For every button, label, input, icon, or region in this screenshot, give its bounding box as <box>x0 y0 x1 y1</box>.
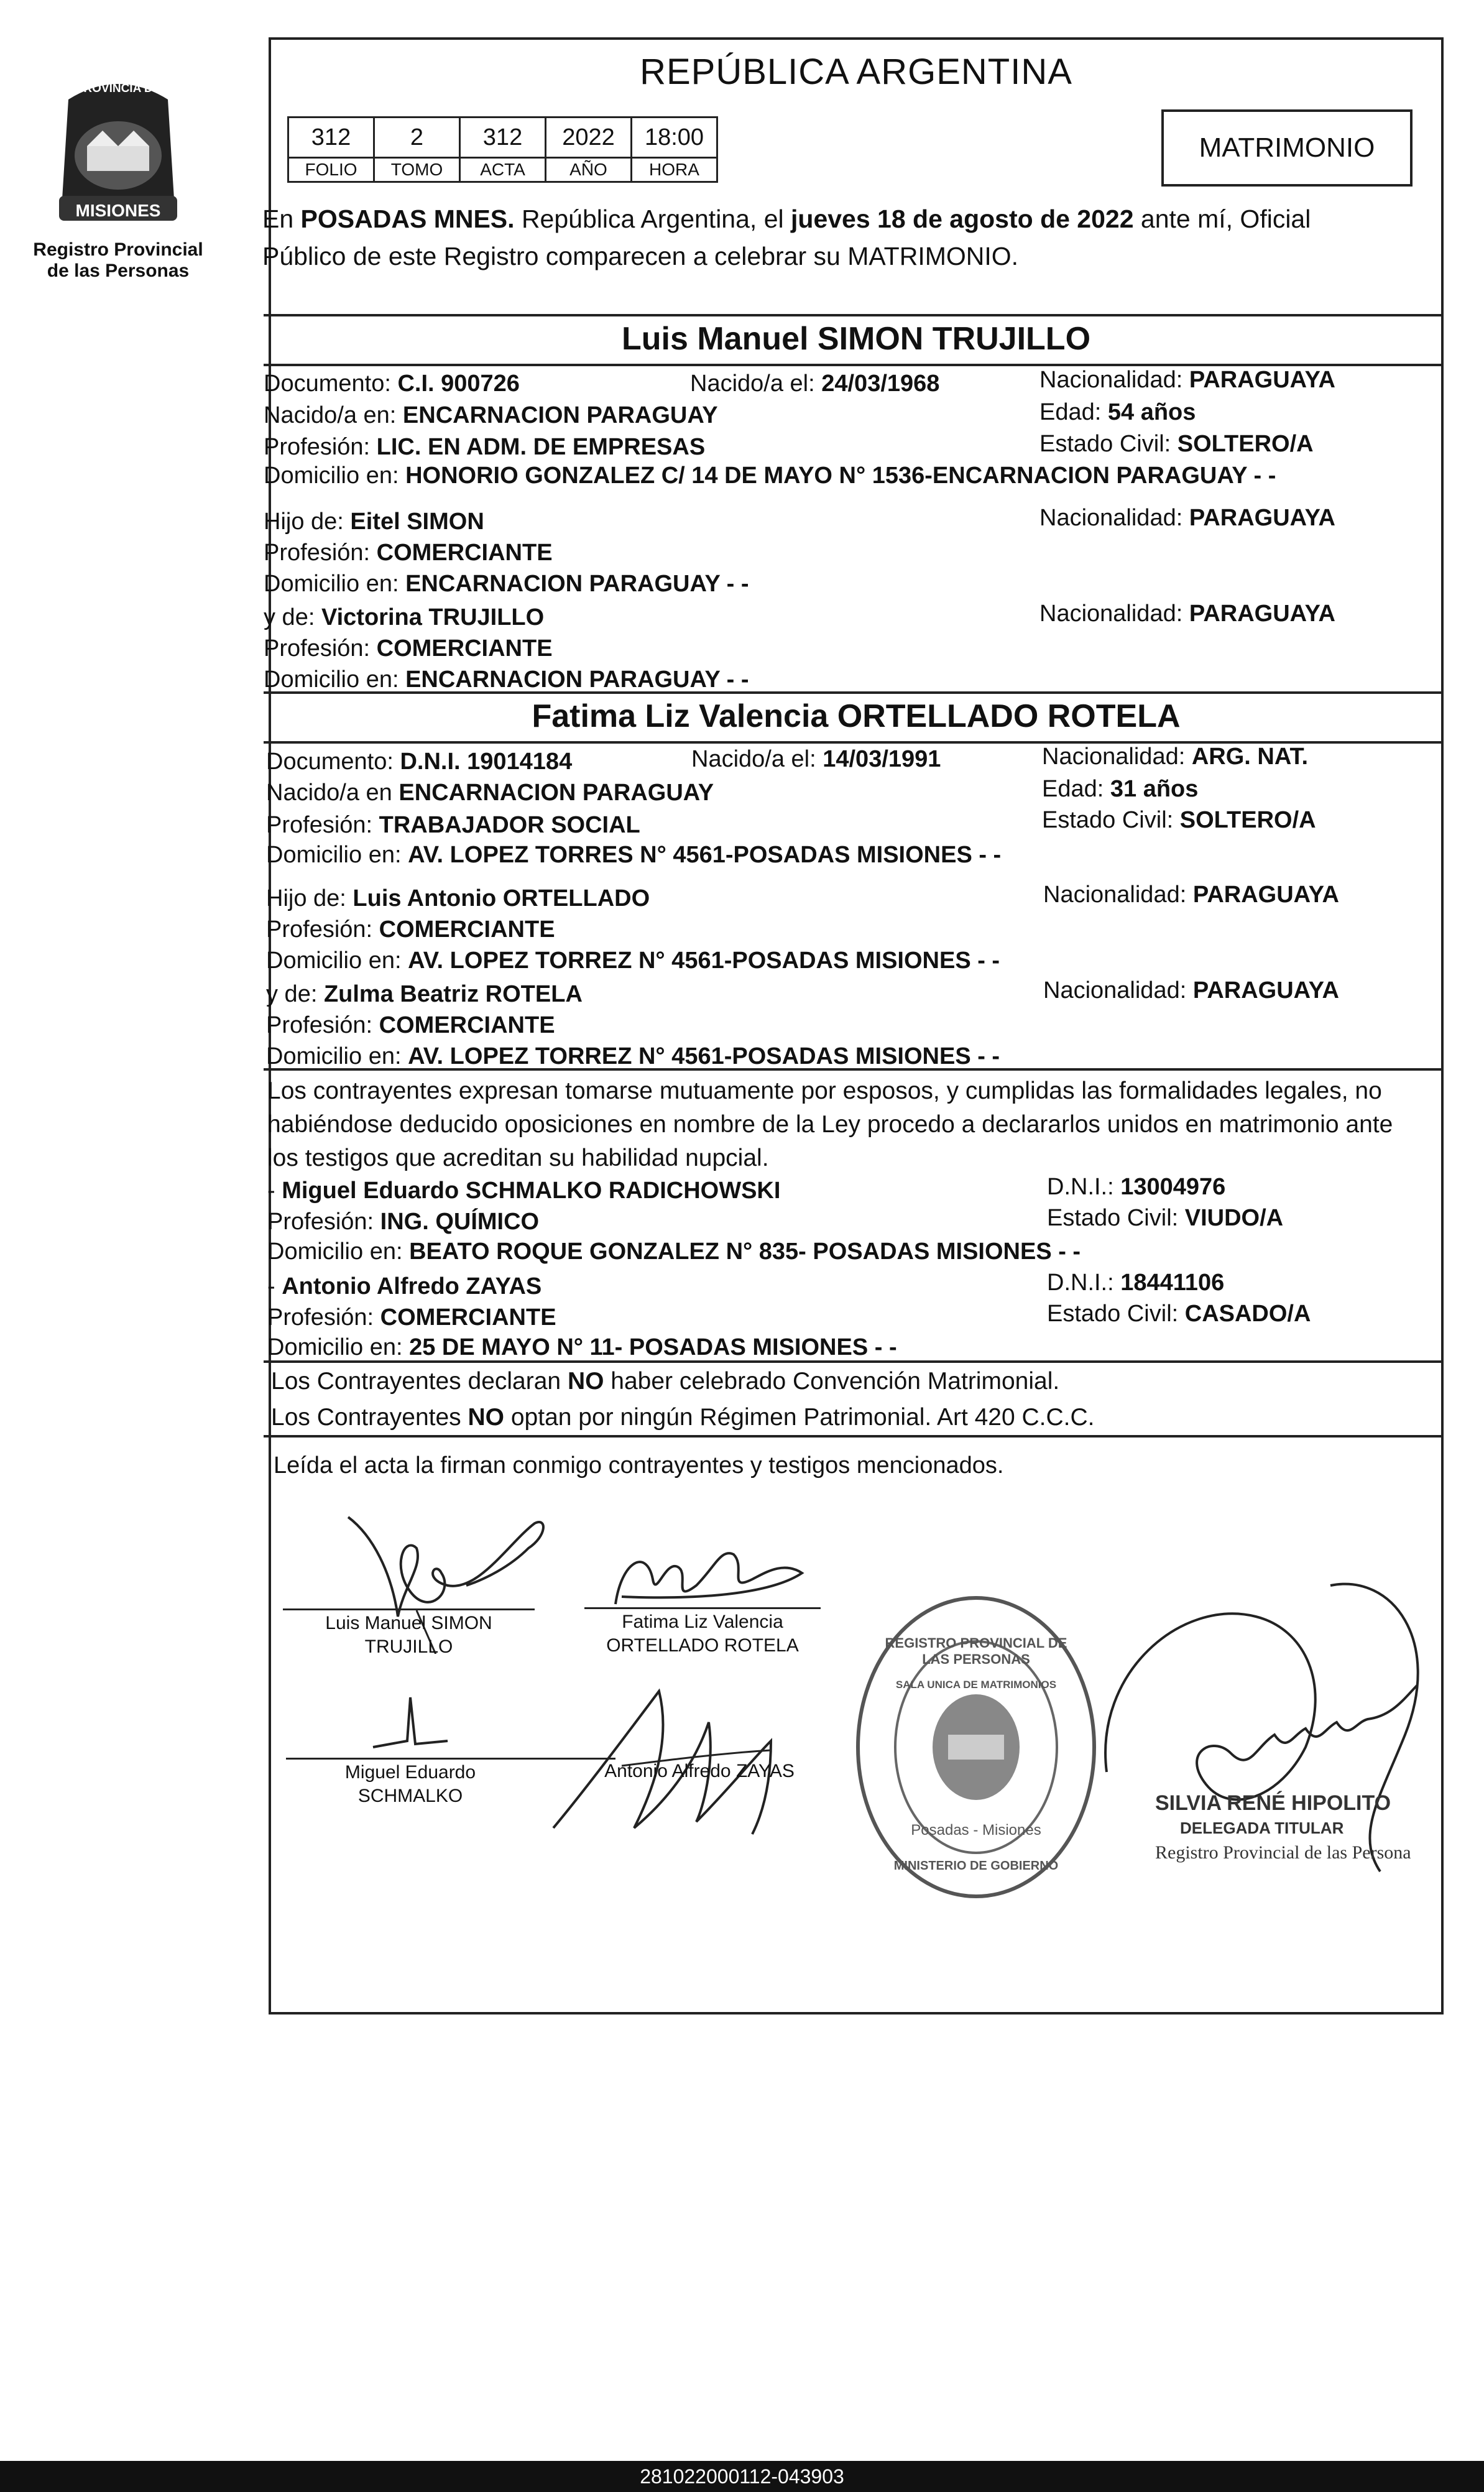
witness1-dni <box>1047 1174 1225 1201</box>
label: Estado Civil: <box>1047 1205 1185 1231</box>
value: COMERCIANTE <box>376 635 553 662</box>
value: 18441106 <box>1120 1270 1225 1296</box>
label: Nacido/a el: <box>691 746 823 772</box>
declaration-line3: los testigos que acreditan su habilidad nupcial. <box>267 1145 769 1171</box>
value: ENCARNACION PARAGUAY <box>402 402 718 428</box>
logo-province-name: MISIONES <box>75 201 161 220</box>
caption-line: SCHMALKO <box>357 1786 463 1806</box>
intro-text-1: En <box>262 205 301 233</box>
signature-caption-spouse2 <box>578 1610 827 1658</box>
text: Los Contrayentes declaran <box>271 1368 568 1395</box>
label: Domicilio en: <box>266 842 408 868</box>
label: y de: <box>266 981 324 1007</box>
spouse1-mother-profession <box>264 635 553 662</box>
label: Profesión: <box>264 635 377 662</box>
value: TRABAJADOR SOCIAL <box>379 812 640 838</box>
intro-line2: Público de este Registro comparecen a celebrar su MATRIMONIO. <box>262 242 1019 270</box>
value: ING. QUÍMICO <box>380 1209 540 1235</box>
spouse1-address <box>264 463 1276 489</box>
spouse1-birthdate <box>690 371 939 397</box>
document-code: 281022000112-043903 <box>640 2465 844 2488</box>
label: Hijo de: <box>264 509 351 535</box>
value: HONORIO GONZALEZ C/ 14 DE MAYO N° 1536-ENCARNACION PARAGUAY - - <box>405 463 1276 489</box>
act-type-box: MATRIMONIO <box>1161 109 1413 187</box>
witness2-name <box>267 1273 542 1300</box>
label: Nacionalidad: <box>1039 601 1189 627</box>
value: ENCARNACION PARAGUAY - - <box>405 667 749 693</box>
value: COMERCIANTE <box>376 540 553 566</box>
value: LIC. EN ADM. DE EMPRESAS <box>376 434 706 460</box>
value: COMERCIANTE <box>380 1304 556 1331</box>
label: Domicilio en: <box>266 1043 408 1069</box>
spouse2-father-address <box>266 948 1000 974</box>
value: PARAGUAYA <box>1189 505 1335 531</box>
acta-label: ACTA <box>460 158 546 182</box>
divider <box>264 364 1444 366</box>
bullet: - <box>267 1178 282 1204</box>
label: Estado Civil: <box>1042 807 1180 833</box>
value: 31 años <box>1110 776 1199 802</box>
folio-label: FOLIO <box>288 158 374 182</box>
label: Nacionalidad: <box>1043 977 1193 1004</box>
footer-bar <box>0 2461 1484 2492</box>
bullet: - <box>267 1273 282 1299</box>
folio-value: 312 <box>288 118 374 158</box>
spouse1-father <box>264 509 484 535</box>
convention-line1 <box>271 1368 1059 1395</box>
signature-witness1 <box>361 1691 460 1760</box>
witness2-profession <box>267 1304 556 1331</box>
acta-value: 312 <box>460 118 546 158</box>
spouse1-age <box>1039 399 1196 426</box>
label: Documento: <box>266 749 400 775</box>
value: Antonio Alfredo ZAYAS <box>282 1273 542 1299</box>
spouse2-father-profession <box>266 916 555 943</box>
caption-line: ORTELLADO ROTELA <box>606 1635 799 1656</box>
label: Estado Civil: <box>1039 431 1178 457</box>
value: C.I. 900726 <box>397 371 520 397</box>
label: Documento: <box>264 371 398 397</box>
document-title: REPÚBLICA ARGENTINA <box>640 52 1072 92</box>
text: NO <box>567 1368 604 1395</box>
label: D.N.I.: <box>1047 1174 1121 1200</box>
value: Victorina TRUJILLO <box>321 604 545 630</box>
value: ARG. NAT. <box>1191 744 1309 770</box>
label: Domicilio en: <box>267 1334 410 1360</box>
value: VIUDO/A <box>1184 1205 1284 1231</box>
signature-line-spouse1 <box>283 1608 535 1610</box>
spouse1-birthplace <box>264 402 718 429</box>
spouse1-nationality <box>1039 367 1335 394</box>
reading-statement: Leída el acta la firman conmigo contrayentes y testigos mencionados. <box>274 1452 1004 1479</box>
label: D.N.I.: <box>1047 1270 1121 1296</box>
value: Eitel SIMON <box>350 509 484 535</box>
value: D.N.I. 19014184 <box>400 749 573 775</box>
spouse2-father <box>266 885 650 912</box>
value: AV. LOPEZ TORRES N° 4561-POSADAS MISIONES - - <box>408 842 1002 868</box>
label: Domicilio en: <box>267 1239 410 1265</box>
spouse2-mother-nationality <box>1043 977 1339 1004</box>
value: CASADO/A <box>1184 1301 1311 1327</box>
logo-caption-line2: de las Personas <box>47 261 190 281</box>
divider <box>264 1068 1444 1071</box>
value: ENCARNACION PARAGUAY - - <box>405 571 749 597</box>
label: Nacido/a el: <box>690 371 822 397</box>
text: haber celebrado Convención Matrimonial. <box>604 1368 1060 1395</box>
text: Los Contrayentes <box>271 1404 468 1431</box>
label: Profesión: <box>264 540 377 566</box>
anio-label: AÑO <box>546 158 632 182</box>
value: Zulma Beatriz ROTELA <box>323 981 583 1007</box>
intro-line1 <box>262 200 1444 238</box>
officer-role: DELEGADA TITULAR <box>1180 1819 1344 1837</box>
value: PARAGUAYA <box>1189 367 1335 393</box>
spouse1-father-address <box>264 571 749 598</box>
logo-caption-line1: Registro Provincial <box>33 239 203 260</box>
spouse2-mother-profession <box>266 1012 555 1039</box>
value: 24/03/1968 <box>821 371 940 397</box>
spouse2-name: Fatima Liz Valencia ORTELLADO ROTELA <box>532 698 1181 734</box>
intro-paragraph <box>262 200 1444 275</box>
spouse2-age <box>1042 776 1198 803</box>
signature-caption-spouse1 <box>283 1612 535 1659</box>
label: Estado Civil: <box>1047 1301 1185 1327</box>
label: Profesión: <box>267 1209 380 1235</box>
caption-line: Miguel Eduardo <box>344 1762 476 1783</box>
value: COMERCIANTE <box>379 1012 555 1038</box>
declaration-line1: Los contrayentes expresan tomarse mutuamente por esposos, y cumplidas las formalidades legales, no <box>267 1078 1382 1104</box>
spouse2-father-nationality <box>1043 882 1339 908</box>
hora-value: 18:00 <box>632 118 717 158</box>
logo-province-text: PROVINCIA DE <box>75 82 161 95</box>
hora-label: HORA <box>632 158 717 182</box>
caption-line: Luis Manuel SIMON <box>325 1613 492 1633</box>
divider <box>264 1435 1444 1438</box>
label: Edad: <box>1042 776 1110 802</box>
caption-line: TRUJILLO <box>364 1636 453 1657</box>
seal-bottom-text: Posadas - Misiones <box>911 1822 1041 1839</box>
divider <box>264 1360 1444 1363</box>
spouse1-mother-address <box>264 667 749 693</box>
value: 14/03/1991 <box>823 746 941 772</box>
witness2-address <box>267 1334 897 1361</box>
witness1-address <box>267 1239 1081 1265</box>
spouse1-civil-status <box>1039 431 1314 458</box>
intro-text-3: ante mí, Oficial <box>1133 205 1311 233</box>
text: NO <box>468 1404 505 1431</box>
value: SOLTERO/A <box>1177 431 1314 457</box>
spouse2-address <box>266 842 1001 869</box>
spouse1-mother-nationality <box>1039 601 1335 627</box>
anio-value: 2022 <box>546 118 632 158</box>
label: Nacionalidad: <box>1043 882 1193 908</box>
value: SOLTERO/A <box>1179 807 1316 833</box>
signature-caption-witness2: Antonio Alfredo ZAYAS <box>604 1761 795 1781</box>
label: Domicilio en: <box>266 948 408 974</box>
spouse1-mother <box>264 604 544 631</box>
value: 54 años <box>1107 399 1196 425</box>
seal-outer-text: REGISTRO PROVINCIAL DE LAS PERSONAS <box>885 1635 1067 1667</box>
value: PARAGUAYA <box>1192 977 1339 1004</box>
intro-place: POSADAS MNES. <box>300 205 515 233</box>
label: Profesión: <box>266 916 379 943</box>
label: Profesión: <box>266 812 379 838</box>
spouse2-document <box>266 749 572 775</box>
label: Nacido/a en: <box>264 402 403 428</box>
label: Nacido/a en <box>266 780 399 806</box>
label: Nacionalidad: <box>1042 744 1192 770</box>
spouse1-father-nationality <box>1039 505 1335 532</box>
divider <box>264 691 1444 694</box>
spouse1-document <box>264 371 520 397</box>
spouse2-mother-address <box>266 1043 1000 1070</box>
tomo-label: TOMO <box>374 158 460 182</box>
witness2-civil-status <box>1047 1301 1311 1327</box>
witness1-name <box>267 1178 780 1204</box>
label: Profesión: <box>266 1012 379 1038</box>
value: PARAGUAYA <box>1192 882 1339 908</box>
value: BEATO ROQUE GONZALEZ N° 835- POSADAS MISIONES - - <box>409 1239 1081 1265</box>
label: Domicilio en: <box>264 667 406 693</box>
label: Hijo de: <box>266 885 353 911</box>
value: Luis Antonio ORTELLADO <box>353 885 650 911</box>
seal-ministry-text: MINISTERIO DE GOBIERNO <box>893 1859 1059 1873</box>
declaration-line2: habiéndose deducido oposiciones en nombre de la Ley procedo a declararlos unidos en matrimonio ante <box>267 1111 1393 1138</box>
spouse1-name: Luis Manuel SIMON TRUJILLO <box>621 321 1091 357</box>
intro-text-2: República Argentina, el <box>514 205 791 233</box>
text: optan por ningún Régimen Patrimonial. Art 420 C.C.C. <box>504 1404 1095 1431</box>
registry-table <box>287 116 718 183</box>
value: PARAGUAYA <box>1189 601 1335 627</box>
label: Edad: <box>1039 399 1108 425</box>
caption-line: Fatima Liz Valencia <box>622 1612 783 1632</box>
label: y de: <box>264 604 321 630</box>
signature-caption-witness1 <box>286 1761 535 1808</box>
seal-inner-text: SALA UNICA DE MATRIMONIOS <box>895 1679 1057 1691</box>
label: Domicilio en: <box>264 571 406 597</box>
officer-name: SILVIA RENÉ HIPOLITO <box>1155 1791 1391 1815</box>
intro-date: jueves 18 de agosto de 2022 <box>791 205 1134 233</box>
value: 13004976 <box>1120 1174 1226 1200</box>
witness2-dni <box>1047 1270 1224 1296</box>
tomo-value: 2 <box>374 118 460 158</box>
value: Miguel Eduardo SCHMALKO RADICHOWSKI <box>282 1178 781 1204</box>
label: Nacionalidad: <box>1039 505 1189 531</box>
value: ENCARNACION PARAGUAY <box>399 780 714 806</box>
label: Profesión: <box>264 434 377 460</box>
spouse2-civil-status <box>1042 807 1316 834</box>
label: Profesión: <box>267 1304 380 1331</box>
value: 25 DE MAYO N° 11- POSADAS MISIONES - - <box>409 1334 897 1360</box>
spouse2-birthdate <box>691 746 941 773</box>
divider <box>264 314 1444 316</box>
label: Nacionalidad: <box>1039 367 1189 393</box>
signature-line-spouse2 <box>584 1607 821 1609</box>
logo-caption <box>25 239 211 282</box>
officer-office: Registro Provincial de las Persona <box>1155 1842 1411 1863</box>
spouse2-birthplace <box>266 780 714 806</box>
spouse2-mother <box>266 981 583 1008</box>
value: COMERCIANTE <box>379 916 555 943</box>
witness1-profession <box>267 1209 539 1235</box>
spouse2-nationality <box>1042 744 1308 770</box>
spouse2-profession <box>266 812 640 839</box>
convention-line2 <box>271 1404 1095 1431</box>
label: Domicilio en: <box>264 463 406 489</box>
declaration-paragraph <box>267 1074 1445 1175</box>
value: AV. LOPEZ TORREZ N° 4561-POSADAS MISIONES - - <box>408 948 1000 974</box>
value: AV. LOPEZ TORREZ N° 4561-POSADAS MISIONES - - <box>408 1043 1000 1069</box>
spouse1-father-profession <box>264 540 553 566</box>
witness1-civil-status <box>1047 1205 1283 1232</box>
spouse1-profession <box>264 434 705 461</box>
officer-stamp <box>1155 1791 1441 1865</box>
